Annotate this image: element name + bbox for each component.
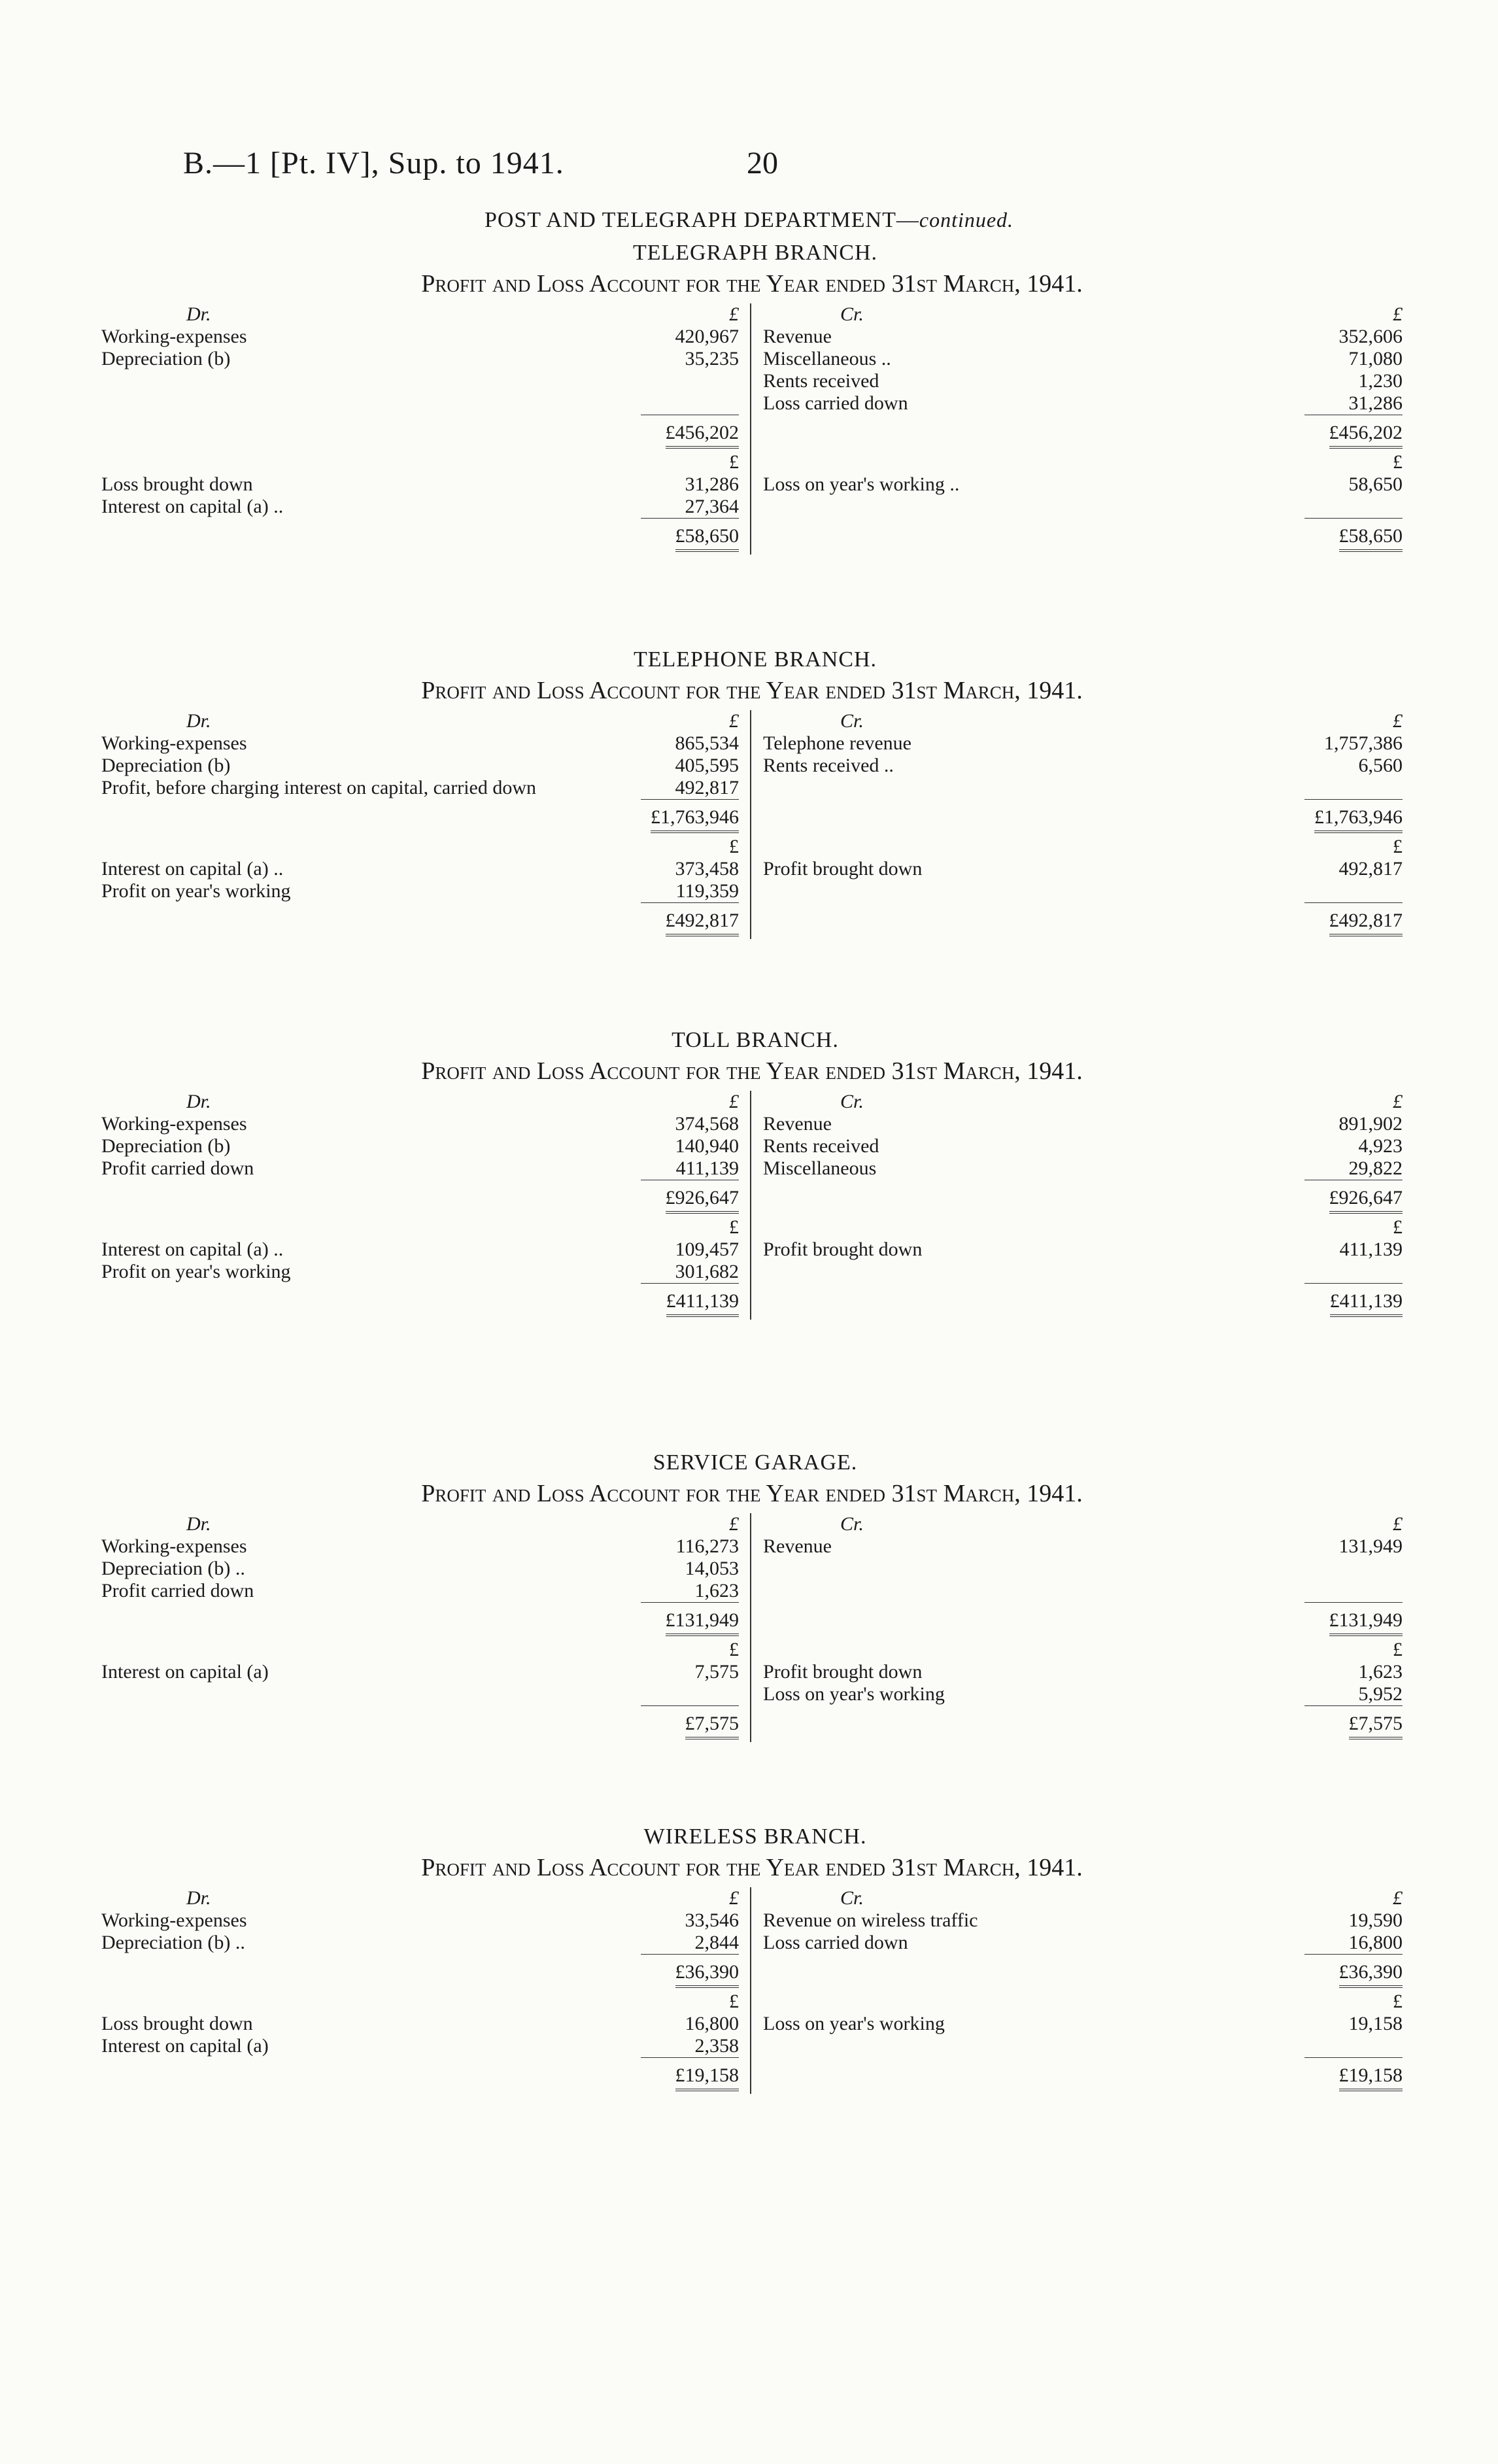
subtotal-rule [641, 902, 739, 903]
credit-amount: 4,923 [1358, 1135, 1403, 1157]
debit-amount: £456,202 [666, 420, 740, 449]
debit-amount: £ [729, 451, 739, 473]
debit-amount: £ [729, 1216, 739, 1238]
ledger [101, 1513, 1403, 1742]
credit-amount: £7,575 [1349, 1711, 1403, 1739]
credit-amount: 492,817 [1338, 858, 1403, 880]
credit-label: Revenue [763, 1113, 832, 1135]
ledger-row [101, 1991, 1403, 2013]
subtotal-rule [641, 1283, 739, 1284]
ledger-row [101, 1535, 1403, 1558]
subtotal-rule [641, 2057, 739, 2058]
credit-amount: 29,822 [1348, 1157, 1403, 1179]
continued-note: continued. [919, 208, 1014, 231]
credit-amount: £ [1393, 1513, 1403, 1535]
debit-label: Profit on year's working [101, 880, 291, 902]
ledger-total-row [101, 415, 1403, 451]
credit-amount: 1,230 [1358, 370, 1403, 392]
debit-label: Loss brought down [101, 473, 253, 495]
debit-label: Interest on capital (a) [101, 1661, 269, 1683]
debit-amount: 7,575 [694, 1661, 739, 1683]
credit-label: Miscellaneous [763, 1157, 877, 1179]
subtotal-rule [641, 518, 739, 519]
debit-amount: 865,534 [675, 732, 739, 754]
toll-branch-section [101, 1028, 1403, 1320]
debit-amount: 405,595 [675, 755, 739, 776]
ledger-row [101, 836, 1403, 858]
debit-amount: £36,390 [675, 1959, 740, 1988]
credit-amount: 411,139 [1339, 1239, 1403, 1260]
section-subtitle: Profit and Loss Account for the Year ended 31st March, 1941. [421, 270, 1083, 298]
subtotal-rule [641, 799, 739, 800]
ledger-row [101, 1558, 1403, 1580]
ledger [101, 710, 1403, 939]
subtotal-rule [1304, 1705, 1403, 1706]
credit-amount: £ [1393, 1091, 1403, 1112]
debit-amount: £ [729, 1639, 739, 1660]
credit-label: Profit brought down [763, 1661, 923, 1683]
debit-label: Dr. [186, 1513, 211, 1535]
section-subtitle: Profit and Loss Account for the Year ended 31st March, 1941. [421, 677, 1083, 704]
debit-label: Dr. [186, 1887, 211, 1909]
debit-label: Working-expenses [101, 326, 247, 347]
ledger-row [101, 1216, 1403, 1239]
telephone-branch-section [101, 647, 1403, 939]
page-header: B.—1 [Pt. IV], Sup. to 1941. [183, 146, 564, 180]
ledger-total-row [101, 2057, 1403, 2094]
section-title: WIRELESS BRANCH. [643, 1824, 867, 1849]
ledger [101, 1887, 1403, 2094]
ledger-row [101, 326, 1403, 348]
debit-label: Interest on capital (a) .. [101, 1239, 284, 1260]
ledger-row [101, 392, 1403, 415]
credit-amount: 19,590 [1348, 1909, 1403, 1931]
debit-amount: £ [729, 303, 739, 325]
subtotal-rule [1304, 902, 1403, 903]
debit-label: Interest on capital (a) [101, 2035, 269, 2057]
ledger-row [101, 1261, 1403, 1283]
ledger-row [101, 473, 1403, 496]
credit-amount: 891,902 [1338, 1113, 1403, 1135]
credit-label: Rents received [763, 370, 879, 392]
credit-label: Rents received .. [763, 755, 894, 776]
subtotal-rule [1304, 1954, 1403, 1955]
credit-amount: £ [1393, 1216, 1403, 1238]
credit-amount: £456,202 [1329, 420, 1403, 449]
ledger-row [101, 1135, 1403, 1157]
ledger-row [101, 1661, 1403, 1683]
ledger-row [101, 1683, 1403, 1705]
ledger-row [101, 370, 1403, 392]
debit-label: Profit carried down [101, 1580, 254, 1601]
ledger [101, 1091, 1403, 1320]
debit-amount: 35,235 [685, 348, 739, 369]
credit-amount: 71,080 [1348, 348, 1403, 369]
credit-amount: £ [1393, 710, 1403, 732]
subtotal-rule [641, 1602, 739, 1603]
debit-amount: £1,763,946 [651, 804, 739, 833]
credit-amount: 131,949 [1338, 1535, 1403, 1557]
wireless-branch-section [101, 1824, 1403, 2094]
debit-label: Dr. [186, 303, 211, 325]
subtotal-rule [641, 1705, 739, 1706]
credit-label: Cr. [840, 710, 864, 732]
section-title: TOLL BRANCH. [672, 1028, 839, 1052]
debit-amount: 374,568 [675, 1113, 739, 1135]
debit-amount: 33,546 [685, 1909, 739, 1931]
debit-label: Interest on capital (a) .. [101, 496, 284, 517]
debit-amount: 373,458 [675, 858, 739, 880]
ledger-header-row [101, 710, 1403, 732]
debit-amount: 119,359 [675, 880, 739, 902]
credit-amount: £ [1393, 451, 1403, 473]
debit-amount: 2,844 [694, 1932, 739, 1953]
credit-amount: £58,650 [1339, 523, 1403, 552]
credit-label: Cr. [840, 1887, 864, 1909]
credit-label: Revenue on wireless traffic [763, 1909, 978, 1931]
section-subtitle: Profit and Loss Account for the Year ended 31st March, 1941. [421, 1480, 1083, 1507]
ledger-row [101, 880, 1403, 902]
ledger-row [101, 1580, 1403, 1602]
debit-amount: £58,650 [675, 523, 740, 552]
telegraph-branch-section [101, 241, 1403, 555]
credit-label: Revenue [763, 1535, 832, 1557]
debit-label: Depreciation (b) .. [101, 1932, 245, 1953]
debit-amount: £ [729, 1887, 739, 1909]
debit-label: Working-expenses [101, 1909, 247, 1931]
ledger-row [101, 451, 1403, 473]
ledger-row [101, 1239, 1403, 1261]
subtotal-rule [1304, 1602, 1403, 1603]
debit-amount: 116,273 [675, 1535, 739, 1557]
subtotal-rule [1304, 2057, 1403, 2058]
debit-amount: 420,967 [675, 326, 739, 347]
ledger-row [101, 2013, 1403, 2035]
debit-label: Depreciation (b) [101, 348, 231, 369]
debit-amount: £131,949 [666, 1607, 740, 1636]
credit-amount: 352,606 [1338, 326, 1403, 347]
ledger-row [101, 1639, 1403, 1661]
section-subtitle: Profit and Loss Account for the Year ended 31st March, 1941. [421, 1854, 1083, 1881]
credit-amount: 31,286 [1348, 392, 1403, 414]
debit-amount: 31,286 [685, 473, 739, 495]
credit-amount: £492,817 [1329, 908, 1403, 936]
service-garage-section [101, 1450, 1403, 1742]
debit-amount: £ [729, 1091, 739, 1112]
debit-amount: 109,457 [675, 1239, 739, 1260]
ledger-row [101, 858, 1403, 880]
ledger [101, 303, 1403, 555]
ledger-row [101, 496, 1403, 518]
credit-label: Loss on year's working [763, 2013, 945, 2034]
credit-amount: 1,623 [1358, 1661, 1403, 1683]
department-title [0, 208, 1498, 233]
ledger-total-row [101, 518, 1403, 555]
credit-amount: 1,757,386 [1324, 732, 1403, 754]
ledger-row [101, 1932, 1403, 1954]
debit-amount: £19,158 [675, 2062, 740, 2091]
debit-amount: 140,940 [675, 1135, 739, 1157]
credit-label: Cr. [840, 1091, 864, 1112]
department-name: POST AND TELEGRAPH DEPARTMENT— [484, 208, 919, 232]
ledger-header-row [101, 1513, 1403, 1535]
ledger-row [101, 1113, 1403, 1135]
ledger-total-row [101, 1180, 1403, 1216]
ledger-row [101, 1909, 1403, 1932]
credit-amount: 19,158 [1348, 2013, 1403, 2034]
debit-amount: £ [729, 710, 739, 732]
debit-label: Depreciation (b) [101, 755, 231, 776]
section-subtitle: Profit and Loss Account for the Year ended 31st March, 1941. [421, 1057, 1083, 1085]
credit-label: Cr. [840, 303, 864, 325]
ledger-row [101, 2035, 1403, 2057]
ledger-total-row [101, 1602, 1403, 1639]
debit-amount: £ [729, 836, 739, 857]
subtotal-rule [1304, 799, 1403, 800]
debit-amount: 492,817 [675, 777, 739, 798]
credit-amount: £ [1393, 836, 1403, 857]
credit-amount: £411,139 [1330, 1288, 1403, 1317]
debit-amount: 27,364 [685, 496, 739, 517]
debit-amount: £ [729, 1513, 739, 1535]
ledger-total-row [101, 1283, 1403, 1320]
debit-amount: £ [729, 1991, 739, 2012]
ledger-header-row [101, 1887, 1403, 1909]
section-title: TELEPHONE BRANCH. [633, 647, 877, 672]
debit-label: Working-expenses [101, 732, 247, 754]
debit-amount: £926,647 [666, 1185, 740, 1214]
section-title: SERVICE GARAGE. [653, 1450, 858, 1475]
credit-amount: 16,800 [1348, 1932, 1403, 1953]
credit-amount: 58,650 [1348, 473, 1403, 495]
credit-amount: 6,560 [1358, 755, 1403, 776]
debit-label: Profit on year's working [101, 1261, 291, 1282]
subtotal-rule [641, 1954, 739, 1955]
ledger-row [101, 1157, 1403, 1180]
credit-amount: £ [1393, 303, 1403, 325]
credit-label: Telephone revenue [763, 732, 911, 754]
ledger-total-row [101, 902, 1403, 939]
credit-label: Rents received [763, 1135, 879, 1157]
debit-amount: 14,053 [685, 1558, 739, 1579]
debit-label: Dr. [186, 710, 211, 732]
debit-amount: £7,575 [685, 1711, 740, 1739]
debit-label: Working-expenses [101, 1535, 247, 1557]
credit-label: Loss carried down [763, 1932, 908, 1953]
credit-label: Loss on year's working [763, 1683, 945, 1705]
credit-amount: £19,158 [1339, 2062, 1403, 2091]
ledger-row [101, 732, 1403, 755]
ledger-row [101, 348, 1403, 370]
credit-amount: £926,647 [1329, 1185, 1403, 1214]
debit-amount: 2,358 [694, 2035, 739, 2057]
debit-label: Profit, before charging interest on capital, carried down [101, 777, 537, 798]
debit-amount: 1,623 [694, 1580, 739, 1601]
credit-amount: £ [1393, 1991, 1403, 2012]
credit-label: Miscellaneous .. [763, 348, 891, 369]
debit-amount: £411,139 [666, 1288, 739, 1317]
ledger-row [101, 755, 1403, 777]
debit-label: Depreciation (b) [101, 1135, 231, 1157]
credit-label: Revenue [763, 326, 832, 347]
debit-amount: 411,139 [675, 1157, 739, 1179]
credit-label: Cr. [840, 1513, 864, 1535]
debit-label: Loss brought down [101, 2013, 253, 2034]
credit-label: Profit brought down [763, 1239, 923, 1260]
ledger-header-row [101, 303, 1403, 326]
credit-label: Profit brought down [763, 858, 923, 880]
credit-amount: 5,952 [1358, 1683, 1403, 1705]
ledger-total-row [101, 1954, 1403, 1991]
debit-amount: £492,817 [666, 908, 740, 936]
section-title: TELEGRAPH BRANCH. [632, 241, 878, 265]
subtotal-rule [1304, 518, 1403, 519]
page-number: 20 [747, 146, 778, 180]
debit-label: Dr. [186, 1091, 211, 1112]
debit-label: Interest on capital (a) .. [101, 858, 284, 880]
debit-label: Depreciation (b) .. [101, 1558, 245, 1579]
credit-amount: £ [1393, 1887, 1403, 1909]
ledger-header-row [101, 1091, 1403, 1113]
credit-label: Loss on year's working .. [763, 473, 960, 495]
credit-amount: £131,949 [1329, 1607, 1403, 1636]
debit-amount: 301,682 [675, 1261, 739, 1282]
credit-amount: £ [1393, 1639, 1403, 1660]
debit-label: Working-expenses [101, 1113, 247, 1135]
debit-label: Profit carried down [101, 1157, 254, 1179]
credit-label: Loss carried down [763, 392, 908, 414]
ledger-total-row [101, 1705, 1403, 1742]
debit-amount: 16,800 [685, 2013, 739, 2034]
subtotal-rule [1304, 1283, 1403, 1284]
credit-amount: £1,763,946 [1314, 804, 1403, 833]
credit-amount: £36,390 [1339, 1959, 1403, 1988]
ledger-total-row [101, 799, 1403, 836]
ledger-row [101, 777, 1403, 799]
